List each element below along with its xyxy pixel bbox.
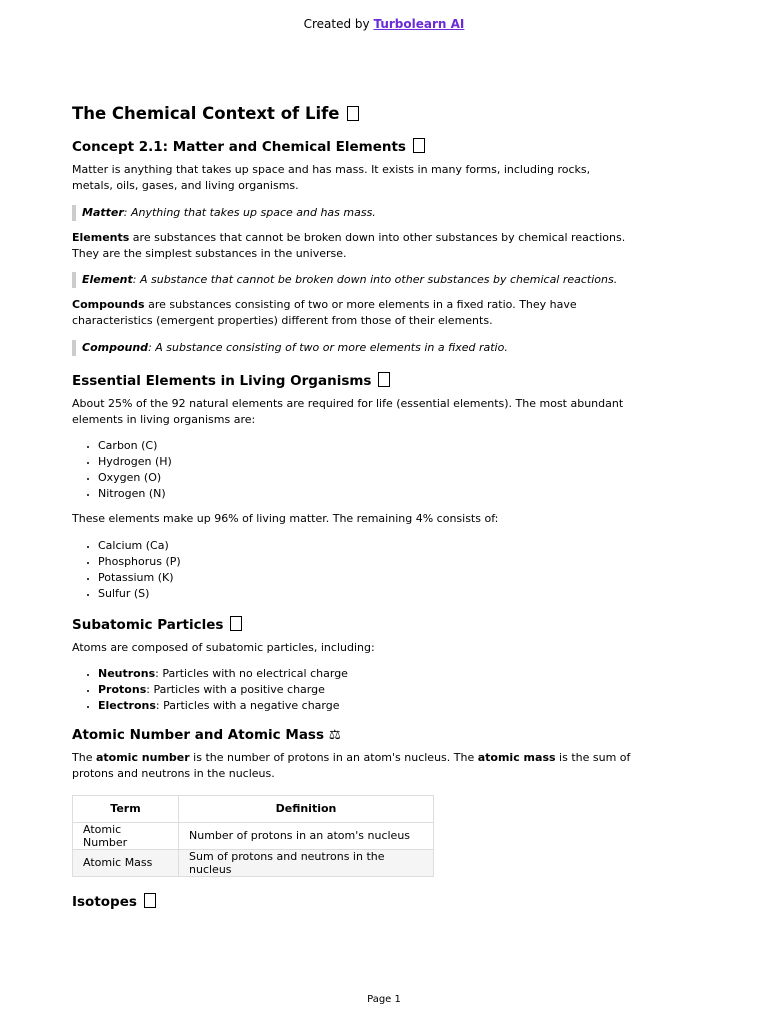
essential-heading: Essential Elements in Living Organisms <box>72 372 632 390</box>
elements-paragraph: Elements are substances that cannot be broken down into other substances by chemical reactions. They are the simplest substances in the universe. <box>72 230 626 260</box>
major-elements-list <box>72 438 632 502</box>
table-header-term: Term <box>73 795 179 822</box>
element-term: Element <box>82 273 133 287</box>
list-item: • Sulfur (S) <box>98 586 632 602</box>
list-item: • Calcium (Ca) <box>98 538 632 554</box>
list-item: • Phosphorus (P) <box>98 554 632 570</box>
matter-paragraph: Matter is anything that takes up space and has mass. It exists in many forms, including rocks, metals, oils, gases, and living organisms. <box>72 163 591 193</box>
list-item: • Hydrogen (H) <box>98 454 632 470</box>
list-item: • Protons: Particles with a positive charge <box>98 682 632 698</box>
subatomic-heading: Subatomic Particles <box>72 616 632 634</box>
document-body <box>72 104 632 917</box>
created-by-line <box>0 17 768 31</box>
turbolearn-link[interactable]: Turbolearn AI <box>373 17 465 31</box>
particles-list <box>72 666 632 714</box>
compound-def-text: : A substance consisting of two or more elements in a fixed ratio. <box>148 340 508 354</box>
page-title: The Chemical Context of Life <box>72 104 632 124</box>
atomic-table <box>72 795 434 877</box>
emoji-placeholder-icon <box>230 616 242 631</box>
list-item: • Nitrogen (N) <box>98 486 632 502</box>
matter-def-text: : Anything that takes up space and has mass. <box>123 205 376 219</box>
table-row <box>73 822 434 849</box>
emoji-placeholder-icon <box>347 106 359 121</box>
subatomic-paragraph: Atoms are composed of subatomic particles, including: <box>72 640 375 654</box>
matter-term: Matter <box>82 205 124 219</box>
table-row <box>73 849 434 876</box>
concept-heading: Concept 2.1: Matter and Chemical Elements <box>72 138 632 156</box>
list-item: • Electrons: Particles with a negative charge <box>98 698 632 714</box>
table-cell: Sum of protons and neutrons in the nucleus <box>179 849 434 876</box>
minor-elements-list <box>72 538 632 602</box>
compound-definition <box>72 340 632 356</box>
list-item: • Neutrons: Particles with no electrical charge <box>98 666 632 682</box>
list-item: • Potassium (K) <box>98 570 632 586</box>
list-item: • Oxygen (O) <box>98 470 632 486</box>
balance-scale-icon: ⚖ <box>328 726 341 743</box>
table-cell: Atomic Mass <box>73 849 179 876</box>
isotopes-heading: Isotopes <box>72 893 632 911</box>
element-def-text: : A substance that cannot be broken down into other substances by chemical reactions. <box>132 273 618 287</box>
compounds-paragraph: Compounds are substances consisting of two or more elements in a fixed ratio. They have characteristics (emergent properties) different from those of their elements. <box>72 298 577 328</box>
table-header-definition: Definition <box>179 795 434 822</box>
atomic-heading: Atomic Number and Atomic Mass ⚖ <box>72 726 341 743</box>
atomic-paragraph: The atomic number is the number of protons in an atom's nucleus. The atomic mass is the sum of protons and neutrons in the nucleus. <box>72 750 631 781</box>
emoji-placeholder-icon <box>378 372 390 387</box>
emoji-placeholder-icon <box>144 893 156 908</box>
table-header-row <box>73 795 434 822</box>
table-cell: Number of protons in an atom's nucleus <box>179 822 434 849</box>
essential-paragraph: About 25% of the 92 natural elements are required for life (essential elements). The most abundant elements in living organisms are: <box>72 396 624 427</box>
list-item: • Carbon (C) <box>98 438 632 454</box>
page-number: Page 1 <box>367 994 401 1005</box>
element-definition <box>72 272 632 288</box>
table-cell: Atomic Number <box>73 822 179 849</box>
compound-term: Compound <box>82 340 149 354</box>
matter-definition <box>72 205 632 221</box>
emoji-placeholder-icon <box>413 138 425 153</box>
remaining-paragraph: These elements make up 96% of living matter. The remaining 4% consists of: <box>72 512 499 526</box>
created-by-label: Created by <box>303 17 370 31</box>
